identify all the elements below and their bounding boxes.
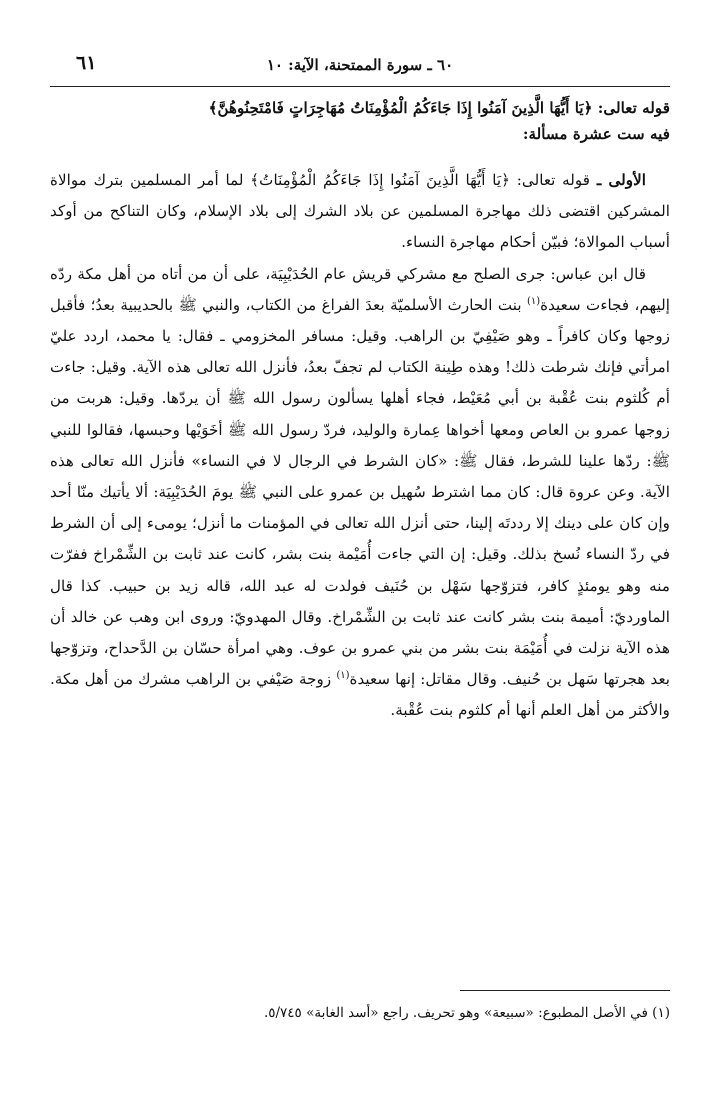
issues-count-line: فيه ست عشرة مسألة: (522, 125, 670, 143)
intro-block (50, 95, 670, 147)
first-issue-text: قوله تعالى: ﴿يَا أَيُّهَا الَّذِينَ آمَنُوا إِذَا جَاءَكُمُ الْمُؤْمِنَاتُ﴾ لما أمر المسلمين بترك موالاة المشركين اقتضى ذلك مهاجرة المسلمين عن بلاد الشرك إلى بلاد الإسلام، وكان التناكح من أوكد أسباب الموالاة؛ فبيّن أحكام مهاجرة النساء. (50, 171, 670, 252)
verse-heading: قوله تعالى: ﴿يَا أَيُّهَا الَّذِينَ آمَنُوا إِذَا جَاءَكُمُ الْمُؤْمِنَاتُ مُهَاجِرَاتٍ فَامْتَحِنُوهُنَّ﴾ (208, 99, 670, 117)
body-text (50, 165, 670, 727)
footnotes (50, 990, 670, 1023)
footnote-text: (١) في الأصل المطبوع: «سبيعة» وهو تحريف. راجع «أسد الغابة» ٥/٧٤٥. (263, 1005, 670, 1021)
footnote-divider (460, 990, 670, 991)
page (50, 52, 670, 727)
issue-label: الأولى ـ (596, 171, 647, 189)
ibn-abbas-paragraph (50, 259, 670, 727)
running-header (50, 52, 670, 87)
paragraph-text-part-b: بنت الحارث الأسلميّة بعدَ الفراغ من الكتاب، والنبي ﷺ بالحديبية بعدُ؛ فأقبل زوجها وكان كافراً ـ وهو صَيْفِيّ بن الراهب. وقيل: مسافر المخزومي ـ فقال: يا محمد، اردد عليّ امرأتي فإنك شرطت ذلك! وهذه طِينة الكتاب لم تجفّ بعدُ، فأنزل الله تعالى هذه الآية. وقيل: جاءت أم كُلثوم بنت عُقْبة بن أبي مُعَيْط، فجاء أهلها يسألون رسول الله ﷺ أن يردّها. وقيل: هربت من زوجها عمرو بن العاص ومعها أخواها عِمارة والوليد، فردّ رسول الله ﷺ أخَوَيْها وحبسها، فقالوا للنبي ﷺ: ردّها علينا للشرط، فقال ﷺ: «كان الشرط في الرجال لا في النساء» فأنزل الله تعالى هذه الآية. وعن عروة قال: كان مما اشترط سُهيل بن عمرو على النبي ﷺ يومَ الحُدَيْبِيَة: ألا يأتيك منّا أحد وإن كان على دينك إلا رددتَه إلينا، حتى أنزل الله تعالى في المؤمنات ما أنزل؛ يومىء إلى أن الشرط في ردّ النساء نُسخ بذلك. وقيل: إن التي جاءت أُمَيْمة بنت بشر، كانت عند ثابت بن الشِّمْراخ ففرّت منه وهو يومئذٍ كافر، فتزوّجها سَهْل بن حُنَيف فولدت له عبد الله، قاله زيد بن حبيب. كذا قال الماورديّ: أميمة بنت بشر كانت عند ثابت بن الشِّمْراخ. وقال المهدويّ: وروى ابن وهب عن خالد أن هذه الآية نزلت في أُمَيْمَة بنت بشر من بني عمرو بن عوف. وهي امرأة حسّان بن الدَّحداح، وتزوّجها بعد هجرتها سَهل بن حُنيف. وقال مقاتل: إنها سعيدة (50, 295, 670, 689)
paragraph-text-part-a: قال ابن عباس: جرى الصلح مع مشركي قريش عام الحُدَيْبِيَة، على أن من أتاه من أهل مكة ردّه إليهم، فجاءت سعيدة (50, 264, 670, 314)
header-title: ٦٠ ـ سورة الممتحنة، الآية: ١٠ (266, 56, 454, 74)
footnote-ref: (١) (336, 670, 350, 682)
page-number: ٦١ (76, 52, 97, 74)
first-issue-paragraph (50, 165, 670, 259)
footnote-ref: (١) (526, 295, 541, 307)
paragraph-text-part-c: زوجة صَيْفي بن الراهب مشرك من أهل مكة. والأكثر من أهل العلم أنها أم كلثوم بنت عُقْبة. (50, 670, 670, 720)
